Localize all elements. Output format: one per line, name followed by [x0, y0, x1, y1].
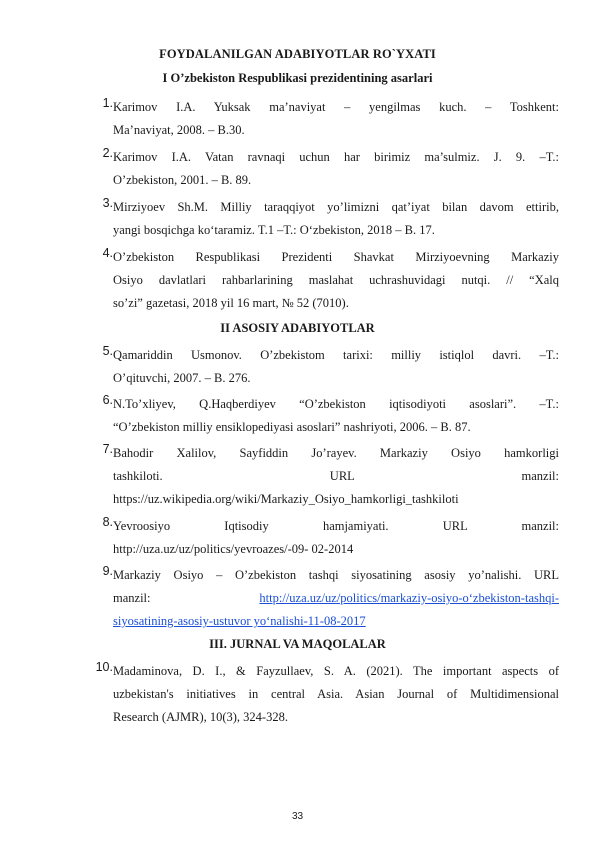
section-heading-3: III. JURNAL VA MAQOLALAR: [209, 637, 386, 651]
reference-item-7: [102, 442, 559, 511]
reference-number: 1.: [102, 96, 113, 110]
reference-url: https://uz.wikipedia.org/wiki/Markaziy_Osiyo_hamkorligi_tashkiloti: [113, 492, 459, 506]
section-heading-1: I O’zbekiston Respublikasi prezidentining asarlari: [162, 71, 433, 85]
reference-text-line: tashkiloti. URL manzil:: [113, 469, 559, 483]
reference-item-2: [102, 146, 559, 192]
reference-url-row: [113, 587, 559, 610]
reference-text-line: Osiyo davlatlari rahbarlarining maslahat uchrashuvidagi nutqi. // “Xalq: [113, 273, 559, 287]
page-number: 33: [291, 811, 304, 822]
reference-text-line: O’zbekiston, 2001. – B. 89.: [113, 173, 252, 187]
reference-item-6: [102, 393, 559, 439]
reference-text-line: manzil:: [113, 591, 151, 605]
reference-text-line: yangi bosqichga ko‘taramiz. T.1 –T.: O‘zbekiston, 2018 – B. 17.: [113, 223, 435, 237]
reference-item-3: [102, 196, 559, 242]
reference-item-1: [102, 96, 559, 142]
reference-number: 7.: [102, 442, 113, 456]
reference-link[interactable]: http://uza.uz/uz/politics/markaziy-osiyo-o‘zbekiston-tashqi-: [259, 591, 559, 605]
reference-text-line: O’qituvchi, 2007. – B. 276.: [113, 371, 251, 385]
reference-number: 2.: [102, 146, 113, 160]
reference-text-line: Yevroosiyo Iqtisodiy hamjamiyati. URL manzil:: [113, 519, 559, 533]
reference-item-8: [102, 515, 559, 561]
reference-text-line: Ma’naviyat, 2008. – B.30.: [113, 123, 245, 137]
reference-item-4: [102, 246, 559, 315]
reference-text-line: Karimov I.A. Vatan ravnaqi uchun har birimiz ma’sulmiz. J. 9. –T.:: [113, 150, 559, 164]
reference-number: 3.: [102, 196, 113, 210]
reference-text-line: so’zi” gazetasi, 2018 yil 16 mart, № 52 (7010).: [113, 296, 349, 310]
reference-text-line: Madaminova, D. I., & Fayzullaev, S. A. (2021). The important aspects of: [113, 664, 559, 678]
reference-number: 5.: [102, 344, 113, 358]
reference-text-line: O’zbekiston Respublikasi Prezidenti Shavkat Mirziyoevning Markaziy: [113, 250, 559, 264]
reference-text-line: Bahodir Xalilov, Sayfiddin Jo’rayev. Markaziy Osiyo hamkorligi: [113, 446, 559, 460]
reference-text-line: “O’zbekiston milliy ensiklopediyasi asoslari” nashriyoti, 2006. – B. 87.: [113, 420, 471, 434]
page-title: FOYDALANILGAN ADABIYOTLAR RO`YXATI: [159, 47, 436, 61]
reference-item-10: [95, 660, 559, 729]
reference-item-9: [102, 564, 559, 633]
reference-url: http://uza.uz/uz/politics/yevroazes/-09- 02-2014: [113, 542, 354, 556]
reference-text-line: Qamariddin Usmonov. O’zbekistom tarixi: milliy istiqlol davri. –T.:: [113, 348, 559, 362]
reference-text-line: Karimov I.A. Yuksak ma’naviyat – yengilmas kuch. – Toshkent:: [113, 100, 559, 114]
section-heading-2: II ASOSIY ADABIYOTLAR: [220, 321, 375, 335]
reference-number: 6.: [102, 393, 113, 407]
reference-number: 10.: [95, 660, 113, 674]
reference-text-line: N.To’xliyev, Q.Haqberdiyev “O’zbekiston iqtisodiyoti asoslari”. –T.:: [113, 397, 559, 411]
reference-number: 4.: [102, 246, 113, 260]
reference-link-continued[interactable]: siyosatining-asosiy-ustuvor yo‘nalishi-11-08-2017: [113, 614, 366, 628]
reference-number: 9.: [102, 564, 113, 578]
reference-text-line: Research (AJMR), 10(3), 324-328.: [113, 710, 288, 724]
reference-text-line: Markaziy Osiyo – O’zbekiston tashqi siyosatining asosiy yo’nalishi. URL: [113, 568, 559, 582]
reference-text-line: Mirziyoev Sh.M. Milliy taraqqiyot yo’limizni qat’iyat bilan davom ettirib,: [113, 200, 559, 214]
reference-item-5: [102, 344, 559, 390]
reference-number: 8.: [102, 515, 113, 529]
reference-text-line: uzbekistan's initiatives in central Asia. Asian Journal of Multidimensional: [113, 687, 559, 701]
